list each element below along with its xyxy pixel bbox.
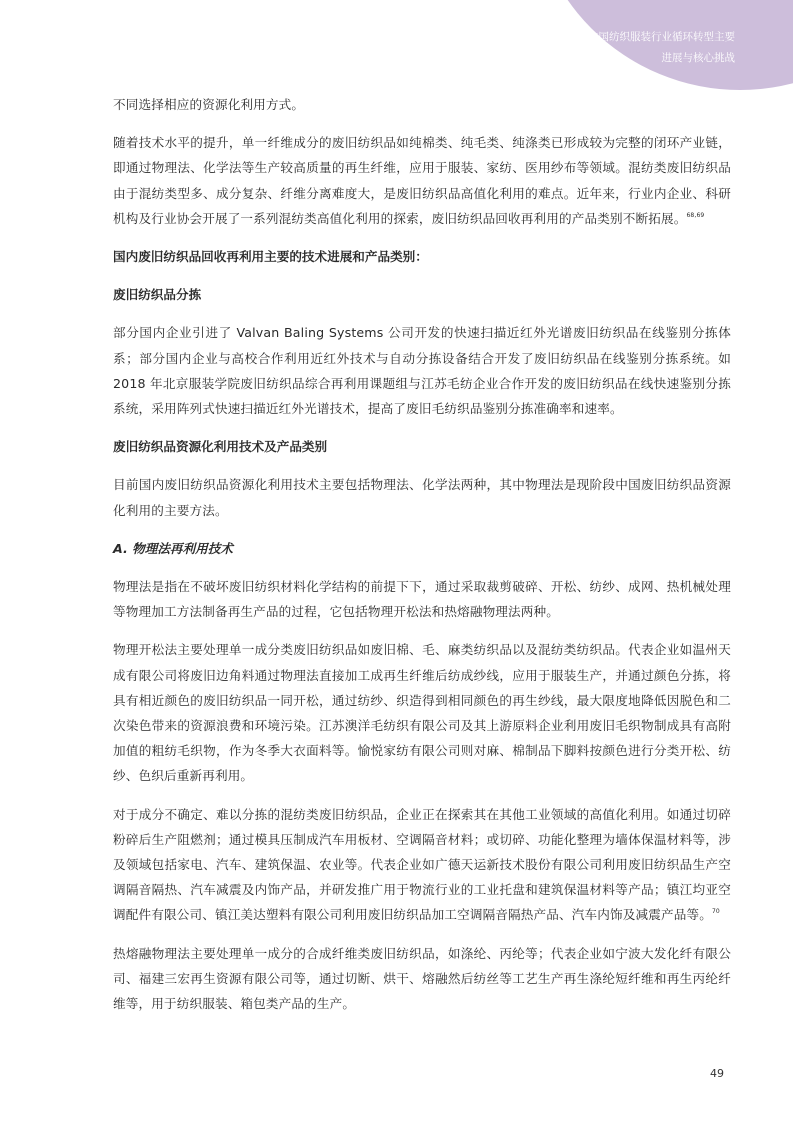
running-header xyxy=(588,27,735,69)
subsection-heading-physical-method: A. 物理法再利用技术 xyxy=(113,540,233,556)
paragraph-0: 不同选择相应的资源化利用方式。 xyxy=(113,97,305,112)
running-header-line1: 中国纺织服装行业循环转型主要 xyxy=(588,31,735,43)
paragraph-4: 物理法是指在不破坏废旧纺织材料化学结构的前提下下，通过采取裁剪破碎、开松、纺纱、成网、热机械处理等物理加工方法制备再生产品的过程，它包括物理开松法和热熔融物理法两种。 xyxy=(113,579,731,620)
paragraph-3: 目前国内废旧纺织品资源化利用技术主要包括物理法、化学法两种，其中物理法是现阶段中国废旧纺织品资源化利用的主要方法。 xyxy=(113,477,731,518)
page-number: 49 xyxy=(710,1067,724,1080)
paragraph-6-text: 对于成分不确定、难以分拣的混纺类废旧纺织品，企业正在探索其在其他工业领域的高值化利用。如通过切碎粉碎后生产阻燃剂；通过模具压制成汽车用板材、空调隔音材料；或切碎、功能化整理为墙体保温材料等，涉及领域包括家电、汽车、建筑保温、农业等。代表企业如广德天运新技术股份有限公司利用废旧纺织品生产空调隔音隔热、汽车减震及内饰产品，并研发推广用于物流行业的工业托盘和建筑保温材料等产品；镇江均亚空调配件有限公司、镇江美达塑料有限公司利用废旧纺织品加工空调隔音隔热产品、汽车内饰及减震产品等。 xyxy=(113,806,731,923)
subsection-heading-resource-utilization: 废旧纺织品资源化利用技术及产品类别 xyxy=(113,439,328,455)
paragraph-1-text: 随着技术水平的提升，单一纤维成分的废旧纺织品如纯棉类、纯毛类、纯涤类已形成较为完整的闭环产业链，即通过物理法、化学法等生产较高质量的再生纤维，应用于服装、家纺、医用纱布等领域。混纺类废旧纺织品由于混纺类型多、成分复杂、纤维分离难度大，是废旧纺织品高值化利用的难点。近年来，行业内企业、科研机构及行业协会开展了一系列混纺类高值化利用的探索，废旧纺织品回收再利用的产品类别不断拓展。 xyxy=(113,135,731,226)
reference-superscript: 68,69 xyxy=(686,211,705,219)
paragraph-7: 热熔融物理法主要处理单一成分的合成纤维类废旧纺织品，如涤纶、丙纶等；代表企业如宁波大发化纤有限公司、福建三宏再生资源有限公司等，通过切断、烘干、熔融然后纺丝等工艺生产再生涤纶短纤维和再生丙纶纤维等，用于纺织服装、箱包类产品的生产。 xyxy=(113,945,731,1012)
section-heading: 国内废旧纺织品回收再利用主要的技术进展和产品类别： xyxy=(113,249,428,265)
main-content xyxy=(113,92,731,1016)
subsection-heading-sorting: 废旧纺织品分拣 xyxy=(113,287,202,303)
paragraph-2: 部分国内企业引进了 Valvan Baling Systems 公司开发的快速扫描近红外光谱废旧纺织品在线鉴别分拣体系；部分国内企业与高校合作利用近红外技术与自动分拣设备结合开发了废旧纺织品在线鉴别分拣系统。如 2018 年北京服装学院废旧纺织品综合再利用课题组与江苏毛纺企业合作开发的废旧纺织品在线快速鉴别分拣系统，采用阵列式快速扫描近红外光谱技术，提高了废旧毛纺织品鉴别分拣准确率和速率。 xyxy=(113,325,731,417)
paragraph-5: 物理开松法主要处理单一成分类废旧纺织品如废旧棉、毛、麻类纺织品以及混纺类纺织品。代表企业如温州天成有限公司将废旧边角料通过物理法直接加工成再生纤维后纺成纱线，应用于服装生产，并通过颜色分拣，将具有相近颜色的废旧纺织品一同开松，通过纺纱、织造得到相同颜色的再生纱线，最大限度地降低因脱色和二次染色带来的资源浪费和环境污染。江苏澳洋毛纺织有限公司及其上游原料企业利用废旧毛织物制成具有高附加值的粗纺毛织物，作为冬季大衣面料等。愉悦家纺有限公司则对麻、棉制品下脚料按颜色进行分类开松、纺纱、色织后重新再利用。 xyxy=(113,642,731,784)
reference-superscript: 70 xyxy=(711,908,720,916)
running-header-line2: 进展与核心挑战 xyxy=(661,52,735,64)
paragraph-6 xyxy=(113,802,731,928)
paragraph-1 xyxy=(113,130,731,231)
